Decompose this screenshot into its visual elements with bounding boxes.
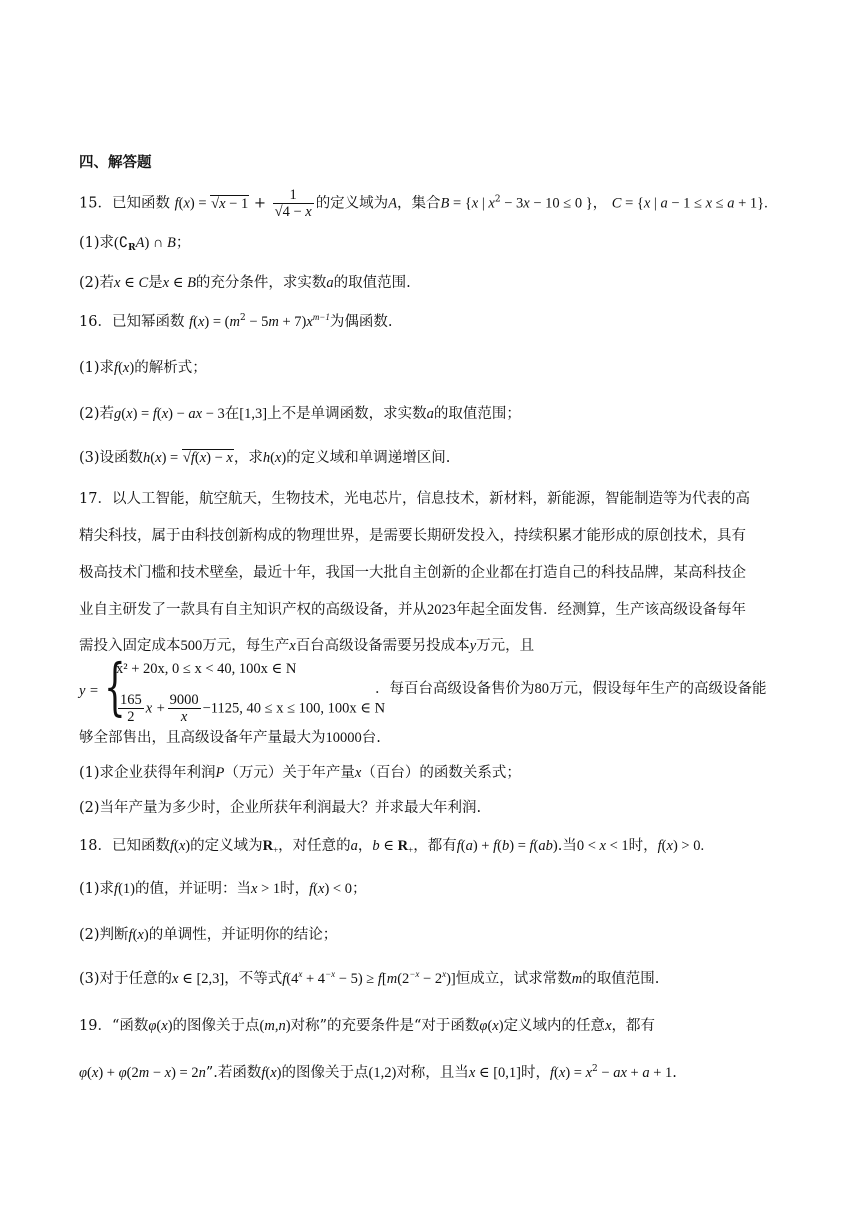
q15-formula-f: f: [174, 195, 179, 212]
q15-part2: (2)若x ∈ C是x ∈ B的充分条件，求实数a的取值范围.: [79, 275, 411, 291]
q19-text: ，都有: [611, 1018, 655, 1034]
frac-num: 165: [120, 692, 142, 708]
q16-number: 16．: [79, 314, 112, 330]
q16-text: 已知幂函数: [111, 314, 185, 330]
q17-line5: [79, 637, 534, 655]
q17-var: P: [215, 765, 225, 781]
q15-text: 的取值范围.: [333, 275, 411, 291]
q16-text: ，求: [233, 450, 263, 466]
q19-number: 19．: [79, 1018, 112, 1034]
q16-part3: (3)设函数h(x) = √f(x) − x，求h(x)的定义域和单调递增区间.: [79, 450, 451, 466]
q16-text: 在: [224, 406, 240, 422]
q18-text: ；: [351, 881, 367, 897]
q15-text: 的充分条件，求实数: [195, 275, 327, 291]
q18-text: 的取值范围.: [582, 971, 660, 987]
q17-part1: [79, 764, 521, 782]
q15-text: ；: [175, 235, 191, 251]
q18-part2: (2)判断f(x)的单调性，并证明你的结论；: [79, 927, 338, 943]
q19-text: 的图像关于点: [281, 1065, 369, 1081]
q15-text: (1)求: [79, 235, 115, 251]
q17-text: （万元）关于年产量: [224, 765, 355, 781]
q16-text: 的定义域和单调递增区间.: [286, 450, 451, 466]
q18-text: ，都有: [413, 838, 457, 854]
q19-text: 的图像关于点: [172, 1018, 260, 1034]
q17-text: 以人工智能，航空航天，生物技术，光电芯片，信息技术，新材料，新能源，智能制造等为代表的高: [111, 491, 750, 507]
q19-text: ”.若函数: [205, 1065, 262, 1081]
q17-cost: 500: [180, 638, 203, 654]
q18-text: 时，: [628, 838, 658, 854]
q18-text: ，不等式: [224, 971, 283, 987]
q17-year: 2023: [427, 602, 456, 618]
piece-tail: −1125, 40 ≤ x ≤ 100, 100x ∈ N: [202, 700, 386, 717]
q18-text: .当: [557, 838, 577, 854]
frac-den: 2: [118, 708, 144, 725]
q18-text: 的定义域为: [190, 838, 263, 854]
q18-text: 的单调性，并证明你的结论；: [148, 927, 338, 943]
q15-set-a: A: [388, 195, 398, 212]
q15-text: 的定义域为: [315, 195, 389, 212]
q18-text: 恒成立，试求常数: [455, 971, 572, 987]
q17-var: x: [289, 638, 296, 654]
q17-text: 需投入固定成本: [79, 638, 181, 654]
q17-text: 够全部售出，且高级设备年产量最大为: [79, 730, 326, 746]
q17-line1: [79, 490, 750, 508]
piecewise-y-label: y =: [79, 683, 99, 699]
q16-part2: (2)若g(x) = f(x) − ax − 3在[1,3]上不是单调函数，求实数a的取值范围；: [79, 406, 521, 422]
q15-line1: 15．已知函数 f(x) = √x − 1 + $\frac{1}{√4 - x}$ 的定义域为A，集合B = {x | $x^2 - 3x - 10 \le 0$ }， C = {x | a − 1 ≤ x ≤ a + 1}.: [79, 187, 768, 220]
q16-line1: 16．已知幂函数 $f(x) = (m^2 - 5m + 7)x^{m-1}$为偶函数.: [79, 312, 393, 330]
q18-var: m: [571, 971, 583, 987]
q18-text: 的值，并证明：当: [135, 881, 251, 897]
q17-var: x: [354, 765, 362, 781]
piecewise-brace: {: [104, 650, 126, 723]
q17-price: 80: [534, 681, 549, 697]
piece-mid: x +: [145, 700, 166, 717]
q17-text: 百台高级设备需要另投成本: [295, 638, 470, 654]
q15-number: 15．: [79, 195, 112, 212]
q16-text: 为偶函数.: [329, 314, 393, 330]
q16-text: (3)设函数: [79, 450, 144, 466]
q19-line2: φ(x) + φ(2m − x) = 2n”.若函数f(x)的图像关于点(1,2)对称，且当x ∈ [0,1]时，$f(x) = x^2$ − ax + a + 1.: [79, 1064, 677, 1081]
q18-line1: 18．已知函数f(x)的定义域为$R_+$，对任意的a，b ∈ $R_+$，都有f(a) + f(b) = f(ab).当0 < x < 1时，f(x) > 0.: [79, 838, 705, 855]
q16-text: (2)若: [79, 406, 115, 422]
q18-text: ，: [357, 838, 373, 854]
q15-text: 是: [148, 275, 163, 291]
q19-text: 定义域内的任意: [503, 1018, 606, 1034]
q17-line2: 精尖科技，属于由科技创新构成的物理世界，是需要长期研发投入，持续积累才能形成的原创技术，具有: [79, 528, 746, 544]
q17-text: 万元，假设每年生产的高级设备能: [549, 681, 767, 697]
q15-text: ，: [592, 195, 608, 212]
q16-part1: (1)求f(x)的解析式；: [79, 360, 207, 376]
q17-line6: [375, 680, 767, 698]
q17-text: 万元，每生产: [202, 638, 290, 654]
q19-text: .: [672, 1065, 677, 1081]
q16-var: a: [426, 406, 434, 422]
q18-var: a: [350, 838, 358, 854]
frac-num: 9000: [169, 692, 199, 708]
piecewise-case-1: x² + 20x, 0 ≤ x < 40, 100x ∈ N: [116, 661, 297, 677]
q17-text: 台.: [361, 730, 381, 746]
q15-text: 已知函数: [111, 195, 170, 212]
q17-line4: [79, 601, 746, 619]
q15-part1: (1)求$(∁_RA)$ ∩ B；: [79, 235, 191, 253]
q16-text: 上不是单调函数，求实数: [267, 406, 427, 422]
section-title: 四、解答题: [79, 154, 152, 171]
q19-text: 时，: [521, 1065, 551, 1081]
q19-var: x: [605, 1018, 612, 1034]
q18-number: 18．: [79, 838, 112, 854]
frac-den: x: [168, 708, 201, 725]
q17-line7: [79, 729, 381, 747]
q17-text: 年起全面发售．经测算，生产该高级设备每年: [456, 602, 746, 618]
q16-text: 的取值范围；: [433, 406, 521, 422]
q15-var: a: [326, 275, 334, 291]
q18-text: 时，: [280, 881, 310, 897]
q18-part1: (1)求f(1)的值，并证明：当x > 1时，f(x) < 0；: [79, 881, 367, 897]
q15-text: ，集合: [397, 195, 441, 212]
q15-text: (2)若: [79, 275, 115, 291]
q16-text: (1)求: [79, 360, 115, 376]
piecewise-case-2: [116, 692, 385, 725]
q15-fraction: $\frac{1}{√4 - x}$: [274, 187, 312, 220]
q19-text: “函数: [111, 1018, 149, 1034]
q18-text: (1)求: [79, 881, 115, 897]
q17-text: （百台）的函数关系式；: [361, 765, 521, 781]
q19-text: 对称”的充要条件是“对于函数: [290, 1018, 480, 1034]
q19-line1: 19．“函数φ(x)的图像关于点(m,n)对称”的充要条件是“对于函数φ(x)定义域内的任意x，都有: [79, 1018, 655, 1034]
q17-text: (1)求企业获得年利润: [79, 765, 216, 781]
q18-part3: (3)对于任意的x ∈ [2,3]，不等式$f(4^x + 4^{-x} - 5) \ge f[m(2^{-x} - 2^x)]$恒成立，试求常数m的取值范围.: [79, 969, 660, 987]
q17-number: 17．: [79, 491, 112, 507]
q18-text: (3)对于任意的: [79, 971, 173, 987]
q17-max-quantity: 10000: [325, 730, 362, 746]
q18-text: 已知函数: [111, 838, 170, 854]
q17-part2: (2)当年产量为多少时，企业所获年利润最大？并求最大年利润.: [79, 800, 482, 816]
q18-text: ，对任意的: [278, 838, 351, 854]
q17-line3: 极高技术门槛和技术壁垒，最近十年，我国一大批自主创新的企业都在打造自己的科技品牌，某高科技企: [79, 565, 746, 581]
q17-text: 万元，且: [476, 638, 535, 654]
q19-text: 对称，且当: [396, 1065, 469, 1081]
q17-text: 业自主研发了一款具有自主知识产权的高级设备，并从: [79, 602, 427, 618]
q17-var: y: [469, 638, 477, 654]
q17-text: ．每百台高级设备售价为: [375, 681, 535, 697]
q16-text: 的解析式；: [134, 360, 207, 376]
q18-text: (2)判断: [79, 927, 129, 943]
